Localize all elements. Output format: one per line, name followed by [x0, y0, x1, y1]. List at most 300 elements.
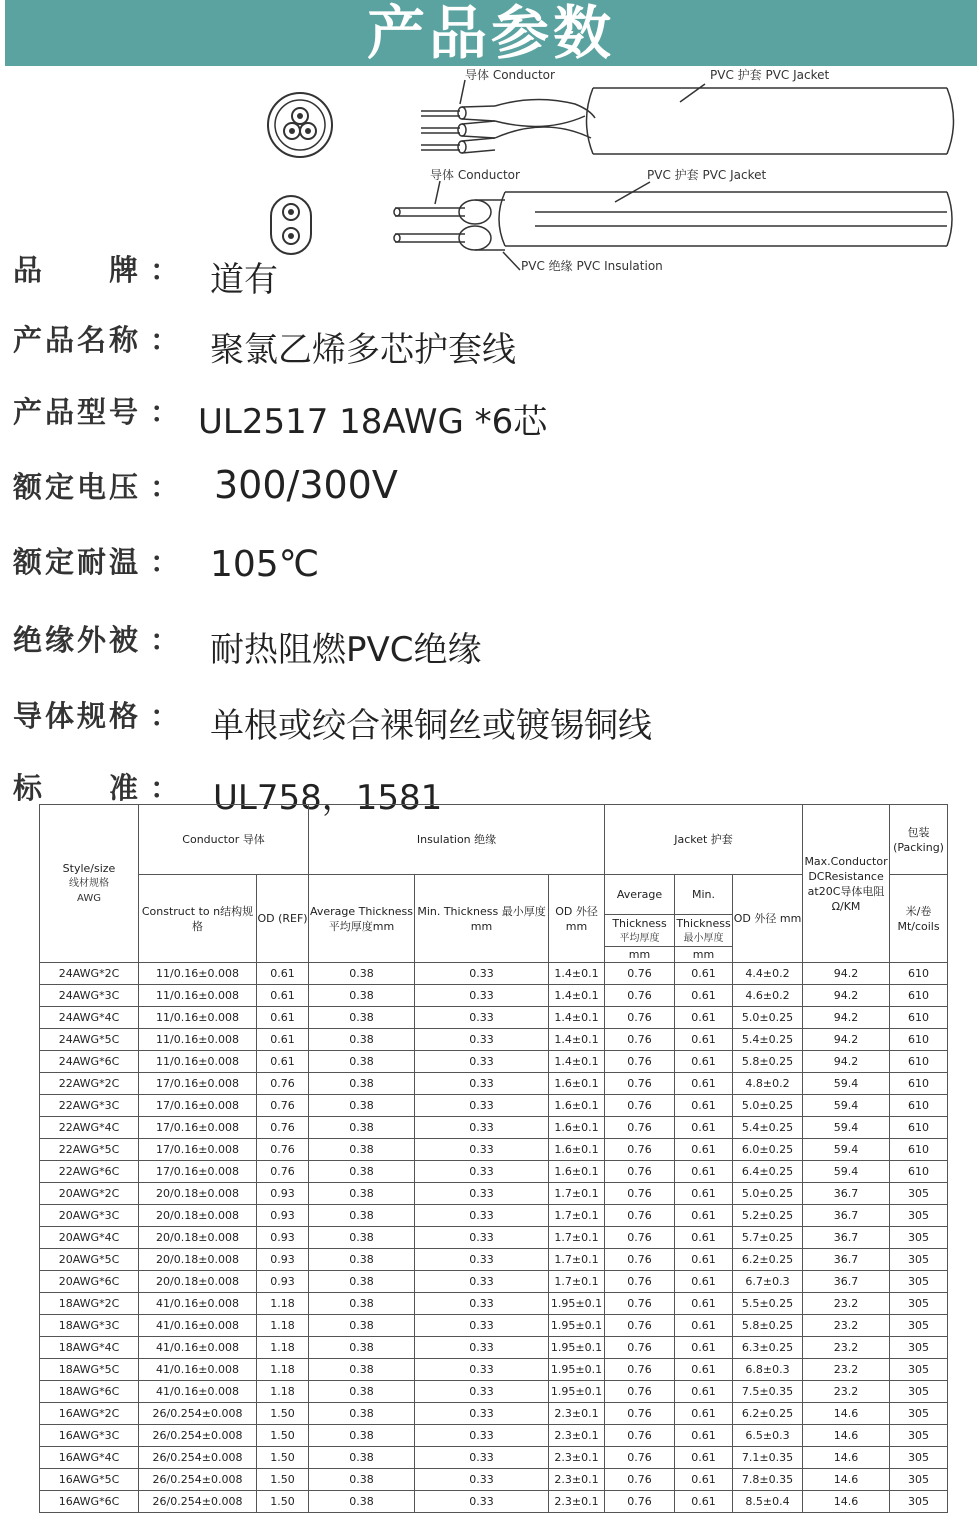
cell-ins-avg-thickness: 0.38	[309, 985, 415, 1007]
spec-colon: ：	[150, 395, 180, 429]
cell-jac-avg-thickness: 0.76	[605, 1271, 675, 1293]
cell-conductor-od: 0.61	[257, 963, 309, 985]
cell-conductor-od: 0.93	[257, 1271, 309, 1293]
cell-packing: 305	[890, 1337, 948, 1359]
cell-conductor-od: 0.76	[257, 1139, 309, 1161]
cell-construction: 11/0.16±0.008	[139, 1007, 257, 1029]
spec-value: 聚氯乙烯多芯护套线	[210, 330, 516, 370]
cell-ins-od: 1.4±0.1	[549, 985, 605, 1007]
cell-ins-min-thickness: 0.33	[415, 1227, 549, 1249]
cell-ins-avg-thickness: 0.38	[309, 1007, 415, 1029]
cell-construction: 11/0.16±0.008	[139, 963, 257, 985]
spec-value: 单根或绞合裸铜丝或镀锡铜线	[210, 706, 652, 746]
table-row	[40, 1447, 948, 1469]
spec-colon: ：	[150, 699, 180, 733]
top-jacket-label: PVC 护套 PVC Jacket	[710, 68, 830, 82]
header-ins-min: Min. Thickness 最小厚度 mm	[415, 875, 549, 963]
spec-colon: ：	[150, 771, 180, 805]
cell-jac-od: 5.5±0.25	[733, 1293, 803, 1315]
cell-construction: 11/0.16±0.008	[139, 985, 257, 1007]
cell-conductor-od: 0.93	[257, 1183, 309, 1205]
cell-ins-od: 1.6±0.1	[549, 1117, 605, 1139]
cell-jac-od: 6.7±0.3	[733, 1271, 803, 1293]
spec-insulation	[0, 618, 977, 678]
cell-style-size: 16AWG*3C	[40, 1425, 139, 1447]
cell-jac-min-thickness: 0.61	[675, 1359, 733, 1381]
cell-max-resistance: 14.6	[803, 1491, 890, 1513]
header-style-en: Style/size	[62, 862, 116, 875]
cell-max-resistance: 23.2	[803, 1337, 890, 1359]
bottom-conductor-label: 导体 Conductor	[430, 168, 520, 182]
spec-value: UL2517 18AWG *6芯	[198, 402, 548, 442]
table-row	[40, 1029, 948, 1051]
cell-ins-min-thickness: 0.33	[415, 1447, 549, 1469]
table-row	[40, 1337, 948, 1359]
cell-ins-min-thickness: 0.33	[415, 1161, 549, 1183]
cell-ins-od: 1.7±0.1	[549, 1227, 605, 1249]
cell-ins-od: 1.4±0.1	[549, 963, 605, 985]
cell-packing: 305	[890, 1425, 948, 1447]
table-row	[40, 1205, 948, 1227]
table-row	[40, 1425, 948, 1447]
cell-jac-min-thickness: 0.61	[675, 1205, 733, 1227]
cell-conductor-od: 0.61	[257, 985, 309, 1007]
cell-jac-avg-thickness: 0.76	[605, 1315, 675, 1337]
two-core-cross-section-icon	[271, 196, 311, 254]
cell-jac-avg-thickness: 0.76	[605, 1293, 675, 1315]
cell-jac-avg-thickness: 0.76	[605, 1029, 675, 1051]
table-row	[40, 1293, 948, 1315]
cell-jac-od: 5.4±0.25	[733, 1029, 803, 1051]
cell-ins-od: 1.7±0.1	[549, 1205, 605, 1227]
cell-jac-min-thickness: 0.61	[675, 1403, 733, 1425]
spec-label: 产品型号	[13, 395, 142, 429]
cell-jac-min-thickness: 0.61	[675, 1051, 733, 1073]
cell-max-resistance: 94.2	[803, 985, 890, 1007]
cell-jac-min-thickness: 0.61	[675, 1491, 733, 1513]
round-cable-drawing	[421, 80, 954, 154]
cell-ins-od: 1.7±0.1	[549, 1271, 605, 1293]
cell-max-resistance: 59.4	[803, 1073, 890, 1095]
cell-conductor-od: 1.50	[257, 1425, 309, 1447]
cell-construction: 17/0.16±0.008	[139, 1095, 257, 1117]
spec-label: 额定耐温	[13, 545, 142, 579]
spec-colon: ：	[150, 323, 180, 357]
cell-packing: 610	[890, 1161, 948, 1183]
cell-ins-od: 1.95±0.1	[549, 1359, 605, 1381]
cell-packing: 305	[890, 1381, 948, 1403]
spec-colon: ：	[150, 545, 180, 579]
cell-conductor-od: 1.50	[257, 1403, 309, 1425]
cell-max-resistance: 14.6	[803, 1403, 890, 1425]
cell-style-size: 22AWG*4C	[40, 1117, 139, 1139]
cell-ins-od: 2.3±0.1	[549, 1447, 605, 1469]
cell-ins-min-thickness: 0.33	[415, 1051, 549, 1073]
cell-ins-avg-thickness: 0.38	[309, 1227, 415, 1249]
cell-conductor-od: 0.93	[257, 1227, 309, 1249]
cell-ins-avg-thickness: 0.38	[309, 1095, 415, 1117]
cell-ins-min-thickness: 0.33	[415, 1271, 549, 1293]
cell-jac-avg-thickness: 0.76	[605, 1095, 675, 1117]
cell-max-resistance: 94.2	[803, 1051, 890, 1073]
cell-jac-min-thickness: 0.61	[675, 963, 733, 985]
cell-jac-min-thickness: 0.61	[675, 1425, 733, 1447]
cell-style-size: 16AWG*2C	[40, 1403, 139, 1425]
cell-conductor-od: 1.50	[257, 1491, 309, 1513]
spec-temperature	[0, 540, 977, 600]
cell-conductor-od: 0.61	[257, 1007, 309, 1029]
table-row	[40, 1051, 948, 1073]
spec-colon: ：	[150, 623, 180, 657]
spec-brand	[0, 248, 977, 308]
cell-packing: 305	[890, 1469, 948, 1491]
cell-max-resistance: 94.2	[803, 1007, 890, 1029]
cell-ins-avg-thickness: 0.38	[309, 1249, 415, 1271]
table-row	[40, 1271, 948, 1293]
cell-jac-min-thickness: 0.61	[675, 1139, 733, 1161]
cell-ins-min-thickness: 0.33	[415, 1425, 549, 1447]
header-jacket: Jacket 护套	[605, 805, 803, 875]
table-row	[40, 1007, 948, 1029]
cell-style-size: 24AWG*3C	[40, 985, 139, 1007]
cell-conductor-od: 1.50	[257, 1469, 309, 1491]
cell-max-resistance: 14.6	[803, 1469, 890, 1491]
header-max-resistance: Max.Conductor DCResistance at20C导体电阻 Ω/KM	[803, 805, 890, 963]
cell-max-resistance: 36.7	[803, 1205, 890, 1227]
cell-construction: 17/0.16±0.008	[139, 1073, 257, 1095]
cell-packing: 610	[890, 1029, 948, 1051]
cell-jac-avg-thickness: 0.76	[605, 1337, 675, 1359]
top-conductor-label: 导体 Conductor	[465, 68, 555, 82]
cell-jac-od: 7.1±0.35	[733, 1447, 803, 1469]
cell-construction: 17/0.16±0.008	[139, 1139, 257, 1161]
header-style-cn: 线材规格	[69, 878, 109, 889]
cell-ins-avg-thickness: 0.38	[309, 1469, 415, 1491]
spec-label: 产品名称	[13, 323, 142, 357]
cell-conductor-od: 1.18	[257, 1315, 309, 1337]
cell-conductor-od: 0.61	[257, 1029, 309, 1051]
table-row	[40, 1139, 948, 1161]
table-row	[40, 985, 948, 1007]
cell-packing: 610	[890, 1007, 948, 1029]
cell-jac-min-thickness: 0.61	[675, 985, 733, 1007]
cell-construction: 26/0.254±0.008	[139, 1425, 257, 1447]
cell-jac-min-thickness: 0.61	[675, 1095, 733, 1117]
header-conductor-od: OD (REF)	[257, 875, 309, 963]
cell-ins-min-thickness: 0.33	[415, 1491, 549, 1513]
cell-max-resistance: 23.2	[803, 1359, 890, 1381]
cell-packing: 305	[890, 1227, 948, 1249]
cell-jac-od: 5.0±0.25	[733, 1007, 803, 1029]
header-style-awg: AWG	[77, 893, 101, 904]
cell-construction: 17/0.16±0.008	[139, 1161, 257, 1183]
cell-packing: 305	[890, 1359, 948, 1381]
cell-ins-avg-thickness: 0.38	[309, 1205, 415, 1227]
header-jac-avg-sub	[605, 915, 675, 947]
cell-max-resistance: 36.7	[803, 1271, 890, 1293]
three-core-cross-section-icon	[268, 93, 332, 157]
cell-jac-od: 4.6±0.2	[733, 985, 803, 1007]
cell-style-size: 20AWG*5C	[40, 1249, 139, 1271]
cell-conductor-od: 0.76	[257, 1161, 309, 1183]
table-row	[40, 1227, 948, 1249]
cell-ins-avg-thickness: 0.38	[309, 1403, 415, 1425]
cell-ins-min-thickness: 0.33	[415, 1029, 549, 1051]
cell-conductor-od: 1.18	[257, 1381, 309, 1403]
header-packing: 包装 (Packing)	[890, 805, 948, 875]
cell-construction: 11/0.16±0.008	[139, 1029, 257, 1051]
spec-colon: ：	[150, 470, 180, 504]
table-row	[40, 1095, 948, 1117]
cell-jac-min-thickness: 0.61	[675, 1315, 733, 1337]
cell-conductor-od: 1.50	[257, 1447, 309, 1469]
table-row	[40, 1183, 948, 1205]
cell-packing: 305	[890, 1293, 948, 1315]
cell-jac-od: 7.8±0.35	[733, 1469, 803, 1491]
cell-jac-avg-thickness: 0.76	[605, 1073, 675, 1095]
cell-jac-min-thickness: 0.61	[675, 1469, 733, 1491]
cell-jac-avg-thickness: 0.76	[605, 1359, 675, 1381]
cell-jac-avg-thickness: 0.76	[605, 1447, 675, 1469]
header-insulation: Insulation 绝缘	[309, 805, 605, 875]
cell-ins-avg-thickness: 0.38	[309, 963, 415, 985]
cell-jac-min-thickness: 0.61	[675, 1029, 733, 1051]
cell-ins-od: 1.95±0.1	[549, 1337, 605, 1359]
cell-max-resistance: 59.4	[803, 1161, 890, 1183]
spec-value: 道有	[210, 260, 278, 300]
spec-value: 耐热阻燃PVC绝缘	[210, 630, 482, 670]
cell-conductor-od: 0.93	[257, 1205, 309, 1227]
cell-ins-od: 1.6±0.1	[549, 1161, 605, 1183]
header-jac-avg-thickness: Thickness	[612, 916, 667, 930]
cell-ins-avg-thickness: 0.38	[309, 1359, 415, 1381]
cell-jac-od: 4.4±0.2	[733, 963, 803, 985]
cell-ins-od: 1.4±0.1	[549, 1029, 605, 1051]
cell-packing: 305	[890, 1447, 948, 1469]
cell-jac-min-thickness: 0.61	[675, 1337, 733, 1359]
cell-ins-min-thickness: 0.33	[415, 1205, 549, 1227]
cell-style-size: 20AWG*2C	[40, 1183, 139, 1205]
cell-jac-min-thickness: 0.61	[675, 1183, 733, 1205]
cell-jac-avg-thickness: 0.76	[605, 1183, 675, 1205]
cell-conductor-od: 0.76	[257, 1117, 309, 1139]
cell-packing: 610	[890, 1117, 948, 1139]
cell-style-size: 18AWG*2C	[40, 1293, 139, 1315]
table-row	[40, 1073, 948, 1095]
cell-max-resistance: 14.6	[803, 1425, 890, 1447]
cell-ins-od: 1.95±0.1	[549, 1381, 605, 1403]
cell-jac-od: 6.8±0.3	[733, 1359, 803, 1381]
cell-jac-od: 5.8±0.25	[733, 1051, 803, 1073]
cell-construction: 20/0.18±0.008	[139, 1205, 257, 1227]
cell-packing: 305	[890, 1491, 948, 1513]
header-packing-unit: 米/卷 Mt/coils	[890, 875, 948, 963]
cell-ins-min-thickness: 0.33	[415, 1073, 549, 1095]
header-jac-avg-unit: mm	[605, 947, 675, 963]
cell-jac-od: 7.5±0.35	[733, 1381, 803, 1403]
cell-conductor-od: 0.76	[257, 1095, 309, 1117]
cell-ins-avg-thickness: 0.38	[309, 1293, 415, 1315]
header-jac-min-unit: mm	[675, 947, 733, 963]
spec-product-name	[0, 318, 977, 378]
cell-style-size: 18AWG*5C	[40, 1359, 139, 1381]
cell-style-size: 20AWG*4C	[40, 1227, 139, 1249]
cell-max-resistance: 36.7	[803, 1183, 890, 1205]
cell-jac-od: 6.0±0.25	[733, 1139, 803, 1161]
cell-style-size: 16AWG*5C	[40, 1469, 139, 1491]
spec-label: 额定电压	[13, 470, 142, 504]
cell-ins-avg-thickness: 0.38	[309, 1117, 415, 1139]
cell-jac-od: 5.2±0.25	[733, 1205, 803, 1227]
cell-jac-avg-thickness: 0.76	[605, 1139, 675, 1161]
cell-ins-avg-thickness: 0.38	[309, 1447, 415, 1469]
cell-jac-avg-thickness: 0.76	[605, 1403, 675, 1425]
cell-max-resistance: 23.2	[803, 1293, 890, 1315]
cell-style-size: 22AWG*2C	[40, 1073, 139, 1095]
cell-ins-od: 1.6±0.1	[549, 1073, 605, 1095]
header-jac-min-sub	[675, 915, 733, 947]
header-jac-avg-cn: 平均厚度	[619, 932, 660, 944]
header-jac-avg: Average	[605, 875, 675, 915]
cell-max-resistance: 59.4	[803, 1139, 890, 1161]
cell-style-size: 24AWG*4C	[40, 1007, 139, 1029]
cell-ins-avg-thickness: 0.38	[309, 1271, 415, 1293]
header-jac-min-cn: 最小厚度	[683, 932, 724, 944]
cell-style-size: 16AWG*6C	[40, 1491, 139, 1513]
cell-ins-min-thickness: 0.33	[415, 963, 549, 985]
cell-jac-min-thickness: 0.61	[675, 1007, 733, 1029]
cell-ins-min-thickness: 0.33	[415, 1381, 549, 1403]
spec-value: UL758，1581	[213, 778, 443, 818]
cell-jac-avg-thickness: 0.76	[605, 1117, 675, 1139]
cell-ins-od: 1.4±0.1	[549, 1051, 605, 1073]
cell-jac-avg-thickness: 0.76	[605, 1249, 675, 1271]
spec-voltage	[0, 465, 977, 525]
cell-construction: 41/0.16±0.008	[139, 1381, 257, 1403]
cell-jac-avg-thickness: 0.76	[605, 1205, 675, 1227]
cell-ins-min-thickness: 0.33	[415, 1007, 549, 1029]
cell-construction: 26/0.254±0.008	[139, 1469, 257, 1491]
cell-ins-avg-thickness: 0.38	[309, 1337, 415, 1359]
spec-label: 品 牌	[13, 253, 142, 287]
parameter-table	[39, 804, 948, 1513]
table-row	[40, 1469, 948, 1491]
cell-ins-min-thickness: 0.33	[415, 1249, 549, 1271]
cell-jac-od: 4.8±0.2	[733, 1073, 803, 1095]
cell-style-size: 18AWG*6C	[40, 1381, 139, 1403]
cell-construction: 41/0.16±0.008	[139, 1337, 257, 1359]
cell-conductor-od: 1.18	[257, 1337, 309, 1359]
cell-ins-od: 1.6±0.1	[549, 1095, 605, 1117]
cell-ins-avg-thickness: 0.38	[309, 1183, 415, 1205]
cell-style-size: 24AWG*6C	[40, 1051, 139, 1073]
cell-ins-od: 2.3±0.1	[549, 1425, 605, 1447]
cell-packing: 610	[890, 985, 948, 1007]
table-row	[40, 1315, 948, 1337]
cell-construction: 20/0.18±0.008	[139, 1227, 257, 1249]
cell-jac-od: 5.0±0.25	[733, 1095, 803, 1117]
cell-ins-od: 2.3±0.1	[549, 1491, 605, 1513]
table-row	[40, 1117, 948, 1139]
cell-jac-avg-thickness: 0.76	[605, 1007, 675, 1029]
cell-max-resistance: 94.2	[803, 1029, 890, 1051]
cell-jac-od: 5.8±0.25	[733, 1315, 803, 1337]
cell-style-size: 24AWG*5C	[40, 1029, 139, 1051]
title-banner	[5, 0, 977, 66]
table-body	[40, 963, 948, 1513]
cell-ins-od: 1.4±0.1	[549, 1007, 605, 1029]
header-construct: Construct to n结构规格	[139, 875, 257, 963]
cell-ins-od: 1.7±0.1	[549, 1249, 605, 1271]
cell-conductor-od: 1.18	[257, 1293, 309, 1315]
cell-ins-min-thickness: 0.33	[415, 1315, 549, 1337]
cell-max-resistance: 36.7	[803, 1227, 890, 1249]
cell-ins-od: 2.3±0.1	[549, 1403, 605, 1425]
table-row	[40, 1249, 948, 1271]
cell-packing: 305	[890, 1249, 948, 1271]
table-row	[40, 963, 948, 985]
cell-construction: 26/0.254±0.008	[139, 1403, 257, 1425]
cell-max-resistance: 94.2	[803, 963, 890, 985]
cell-max-resistance: 36.7	[803, 1249, 890, 1271]
cell-conductor-od: 0.61	[257, 1051, 309, 1073]
cell-ins-avg-thickness: 0.38	[309, 1161, 415, 1183]
cell-packing: 305	[890, 1205, 948, 1227]
cell-conductor-od: 0.76	[257, 1073, 309, 1095]
cell-jac-avg-thickness: 0.76	[605, 1161, 675, 1183]
cell-jac-min-thickness: 0.61	[675, 1293, 733, 1315]
cell-jac-od: 5.0±0.25	[733, 1183, 803, 1205]
cell-ins-avg-thickness: 0.38	[309, 1139, 415, 1161]
cell-max-resistance: 59.4	[803, 1117, 890, 1139]
cell-construction: 17/0.16±0.008	[139, 1117, 257, 1139]
cell-jac-min-thickness: 0.61	[675, 1249, 733, 1271]
cell-jac-od: 6.2±0.25	[733, 1249, 803, 1271]
cell-construction: 41/0.16±0.008	[139, 1315, 257, 1337]
cell-style-size: 22AWG*6C	[40, 1161, 139, 1183]
insulation-label: PVC 绝缘 PVC Insulation	[521, 259, 663, 273]
cell-jac-od: 5.7±0.25	[733, 1227, 803, 1249]
cell-ins-min-thickness: 0.33	[415, 1117, 549, 1139]
cell-packing: 305	[890, 1183, 948, 1205]
cell-jac-min-thickness: 0.61	[675, 1381, 733, 1403]
header-ins-avg: Average Thickness 平均厚度mm	[309, 875, 415, 963]
cell-ins-avg-thickness: 0.38	[309, 1425, 415, 1447]
cell-construction: 20/0.18±0.008	[139, 1249, 257, 1271]
cell-style-size: 20AWG*6C	[40, 1271, 139, 1293]
spec-colon: ：	[150, 253, 180, 287]
cell-ins-min-thickness: 0.33	[415, 1469, 549, 1491]
spec-value: 105℃	[210, 544, 320, 585]
cell-style-size: 20AWG*3C	[40, 1205, 139, 1227]
cell-style-size: 24AWG*2C	[40, 963, 139, 985]
cell-ins-min-thickness: 0.33	[415, 1359, 549, 1381]
header-style	[40, 805, 139, 963]
spec-conductor	[0, 694, 977, 754]
cell-conductor-od: 0.93	[257, 1249, 309, 1271]
cell-jac-min-thickness: 0.61	[675, 1271, 733, 1293]
cell-conductor-od: 1.18	[257, 1359, 309, 1381]
cell-construction: 41/0.16±0.008	[139, 1293, 257, 1315]
header-jac-min-thickness: Thickness	[676, 916, 731, 930]
cell-construction: 26/0.254±0.008	[139, 1491, 257, 1513]
cell-jac-avg-thickness: 0.76	[605, 1227, 675, 1249]
cell-packing: 610	[890, 1095, 948, 1117]
cell-ins-avg-thickness: 0.38	[309, 1073, 415, 1095]
cell-construction: 20/0.18±0.008	[139, 1271, 257, 1293]
cell-jac-min-thickness: 0.61	[675, 1447, 733, 1469]
cell-jac-od: 6.4±0.25	[733, 1161, 803, 1183]
